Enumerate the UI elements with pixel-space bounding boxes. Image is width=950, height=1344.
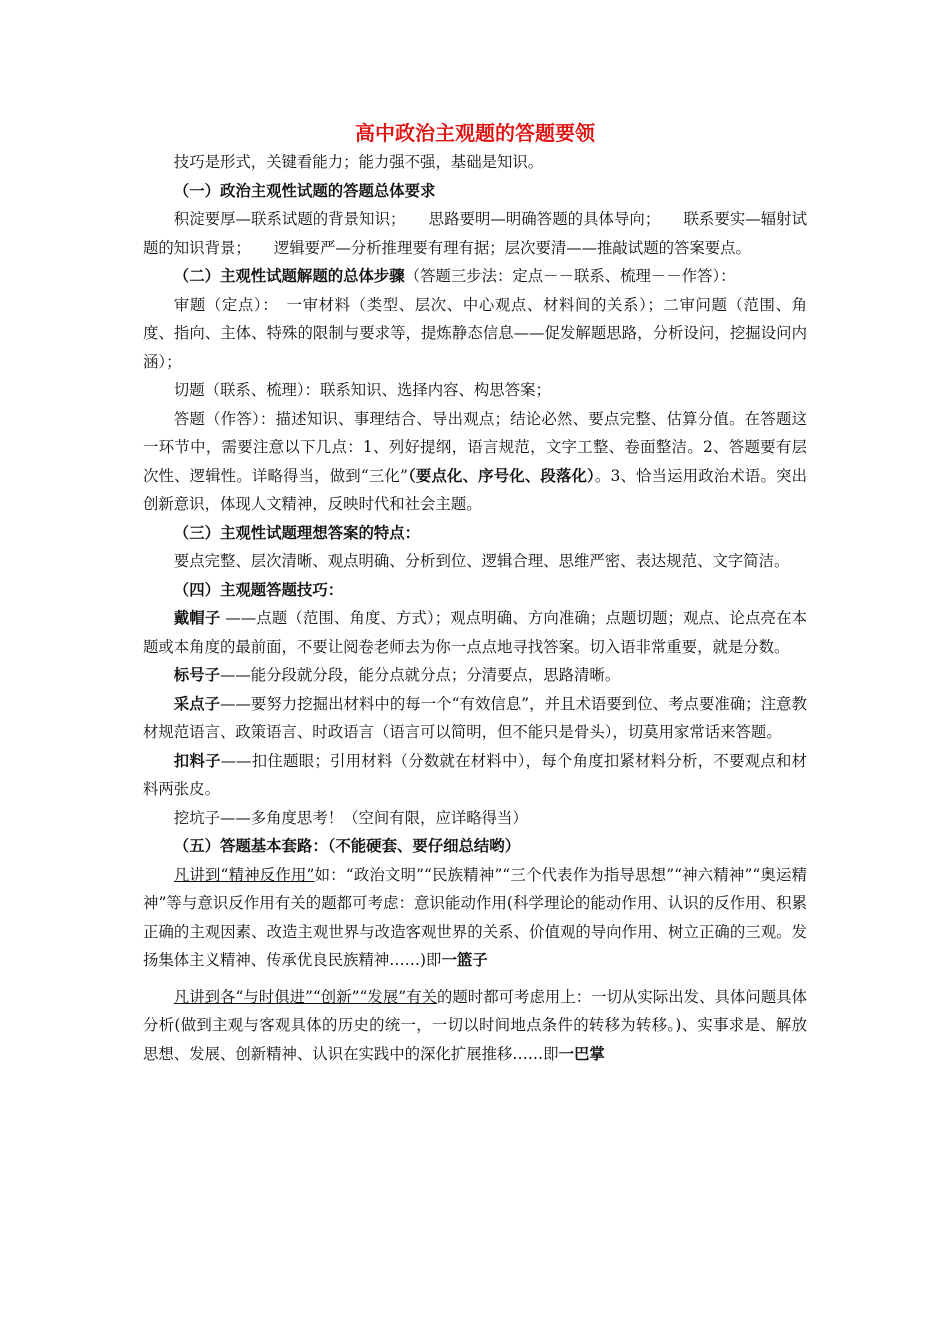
tip-4-text: ——扣住题眼；引用材料（分数就在材料中），每个角度扣紧材料分析，不要观点和材料两张皮。 [143, 751, 807, 798]
section-2-heading [143, 262, 807, 291]
section-2-heading-main: （二）主观性试题解题的总体步骤 [173, 267, 405, 285]
section-1-text: 积淀要厚—联系试题的背景知识； 思路要明—明确答题的具体导向； 联系要实—辐射试题的知识背景； 逻辑要严—分析推理要有理有据；层次要清——推敲试题的答案要点。 [143, 210, 807, 257]
tip-1-text: ——点题（范围、角度、方式）；观点明确、方向准确；点题切题；观点、论点亮在本题或本角度的最前面，不要让阅卷老师去为你一点点地寻找答案。切入语非常重要，就是分数。 [143, 609, 807, 656]
document-title: 高中政治主观题的答题要领 [355, 121, 595, 145]
section-1-heading: （一）政治主观性试题的答题总体要求 [173, 181, 436, 200]
section-2-step-2: 切题（联系、梳理）：联系知识、选择内容、构思答案； [173, 381, 551, 399]
section-2-step-3-text-a: 答题（作答）：描述知识、事理结合、导出观点；结论必然、要点完整、估算分值。在答题这一环节中，需要注意以下几点：1、列好提纲，语言规范，文字工整、卷面整洁。2、答题要有层次性、逻辑性。详略得当，做到“三化” [143, 409, 807, 485]
tip-5: 挖坑子——多角度思考！（空间有限，应详略得当） [173, 808, 528, 827]
tip-2-text: ——能分段就分段，能分点就分点；分清要点，思路清晰。 [219, 666, 621, 684]
tip-2-term: 标号子 [173, 666, 220, 684]
tip-3-text: ——要努力挖掘出材料中的每一个“有效信息”，并且术语要到位、考点要准确；注意教材规范语言、政策语言、时政语言（语言可以简明，但不能只是骨头），切莫用家常话来答题。 [143, 694, 807, 741]
section-2-heading-note: （答题三步法：定点－－联系、梳理－－作答）： [404, 267, 736, 285]
section-5-heading: （五）答题基本套路：（不能硬套、要仔细总结哟） [173, 837, 521, 855]
routine-2-underlined: 凡讲到各“与时俱进”“创新”“发展”有关 [173, 987, 437, 1006]
section-3-text: 要点完整、层次清晰、观点明确、分析到位、逻辑合理、思维严密、表达规范、文字简洁。 [173, 552, 790, 570]
routine-1-bold: 一篮子 [441, 951, 488, 969]
section-4-heading: （四）主观题答题技巧： [173, 580, 344, 599]
routine-1-text: 如：“政治文明”“民族精神”“三个代表作为指导思想”“神六精神”“奥运精神”等与意识反作用有关的题都可考虑：意识能动作用(科学理论的能动作用、认识的反作用、积累正确的主观因素、改造主观世界与改造客观世界的关系、价值观的导向作用、树立正确的三观。发扬集体主义精神、传承优良民族精神……)即 [143, 865, 807, 969]
section-2-step-3-bold: （要点化、序号化、段落化） [407, 466, 595, 485]
tip-4-term: 扣料子 [173, 751, 221, 770]
routine-1-underlined: 凡讲到“精神反作用” [173, 865, 315, 884]
routine-2-text: 的题时都可考虑用上：一切从实际出发、具体问题具体分析(做到主观与客观具体的历史的统一，一切以时间地点条件的转移为转移。)、实事求是、解放思想、发展、创新精神、认识在实践中的深化扩展推移……即 [143, 987, 807, 1063]
document-body [143, 120, 807, 1068]
tip-3 [143, 690, 807, 747]
section-2-step-3-text-c: 。3、恰当运用政治术语。突出创新意识，体现人文精神，反映时代和社会主题。 [143, 466, 807, 513]
section-2-step-3 [143, 405, 807, 519]
section-2-step-1: 审题（定点）： 一审材料（类型、层次、中心观点、材料间的关系）；二审问题（范围、角度、指向、主体、特殊的限制与要求等，提炼静态信息——促发解题思路，分析设问，挖掘设问内涵）； [143, 295, 807, 371]
tip-4 [143, 747, 807, 804]
tip-2 [143, 661, 807, 690]
tip-1 [143, 604, 807, 661]
routine-1 [143, 861, 807, 975]
routine-2-bold: 一巴掌 [558, 1044, 605, 1063]
tip-3-term: 采点子 [173, 694, 221, 713]
tip-1-term: 戴帽子 [173, 609, 221, 627]
section-3-heading: （三）主观性试题理想答案的特点： [173, 523, 421, 542]
routine-2 [143, 983, 807, 1069]
intro-paragraph: 技巧是形式，关键看能力；能力强不强，基础是知识。 [173, 153, 544, 171]
